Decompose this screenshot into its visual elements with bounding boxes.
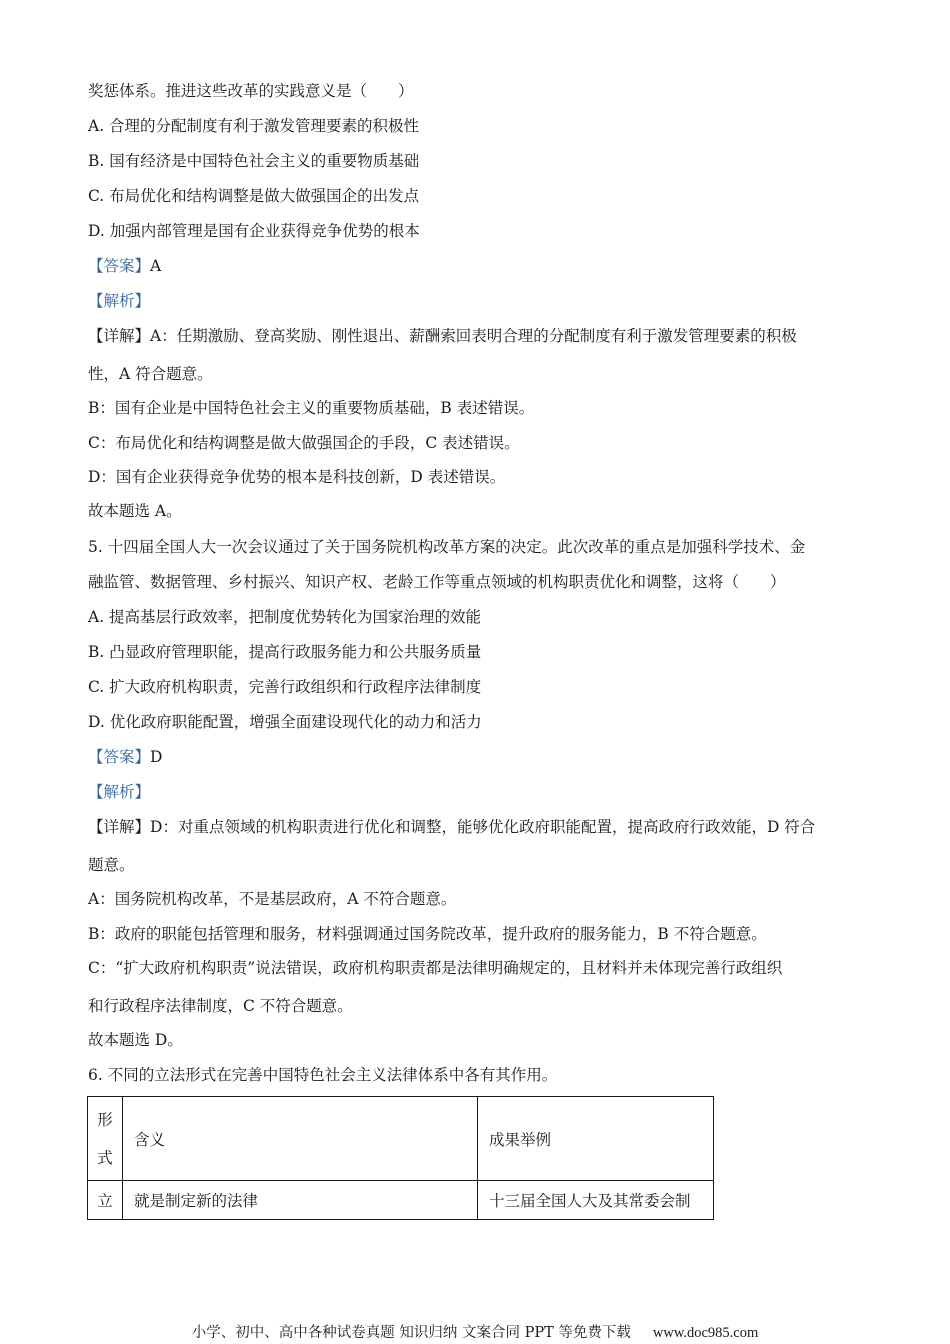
q5-stem-2: 融监管、数据管理、乡村振兴、知识产权、老龄工作等重点领域的机构职责优化和调整，这将（ ） [88, 573, 786, 591]
q5-detail-1a: D：对重点领域的机构职责进行优化和调整，能够优化政府职能配置，提高政府行政效能，D 符合 [150, 818, 816, 836]
q5-option-c: C. 扩大政府机构职责，完善行政组织和行政程序法律制度 [88, 678, 482, 696]
header-example: 成果举例 [478, 1097, 714, 1181]
q4-detail-1 [88, 325, 797, 347]
footer-url[interactable]: www.doc985.com [652, 1325, 759, 1341]
q5-detail-4a: C：“扩大政府机构职责”说法错误，政府机构职责都是法律明确规定的，且材料并未体现完善行政组织 [88, 959, 783, 977]
q4-option-c: C. 布局优化和结构调整是做大做强国企的出发点 [88, 187, 420, 205]
q5-detail-1 [88, 816, 815, 838]
q4-analysis-tag: 【解析】 [88, 292, 151, 310]
q5-detail-2: A：国务院机构改革，不是基层政府，A 不符合题意。 [88, 890, 457, 908]
q5-detail-4b: 和行政程序法律制度，C 不符合题意。 [88, 997, 353, 1015]
q4-detail-4: D：国有企业获得竞争优势的根本是科技创新，D 表述错误。 [88, 468, 506, 486]
q5-answer: D [150, 748, 163, 766]
q4-conclusion: 故本题选 A。 [88, 502, 182, 520]
answer-tag: 【答案】 [88, 257, 151, 275]
q5-detail-1b: 题意。 [88, 856, 135, 874]
q4-detail-1b: 性，A 符合题意。 [88, 365, 213, 383]
q5-conclusion: 故本题选 D。 [88, 1031, 183, 1049]
answer-tag: 【答案】 [88, 748, 151, 766]
q4-option-b: B. 国有经济是中国特色社会主义的重要物质基础 [88, 152, 420, 170]
q4-option-a: A. 合理的分配制度有利于激发管理要素的积极性 [88, 117, 420, 135]
q4-detail-2: B：国有企业是中国特色社会主义的重要物质基础，B 表述错误。 [88, 399, 535, 417]
table-header-row [88, 1097, 714, 1181]
row-example: 十三届全国人大及其常委会制 [478, 1181, 714, 1220]
q6-stem: 6. 不同的立法形式在完善中国特色社会主义法律体系中各有其作用。 [88, 1066, 558, 1084]
q5-answer-line [88, 746, 162, 768]
q4-stem-end: 奖惩体系。推进这些改革的实践意义是（ ） [88, 82, 414, 100]
detail-tag: 【详解】 [88, 818, 151, 836]
q4-option-d: D. 加强内部管理是国有企业获得竞争优势的根本 [88, 222, 420, 240]
header-form-char-2: 式 [97, 1148, 113, 1167]
q5-option-a: A. 提高基层行政效率，把制度优势转化为国家治理的效能 [88, 608, 482, 626]
q4-detail-3: C：布局优化和结构调整是做大做强国企的手段，C 表述错误。 [88, 434, 520, 452]
q5-detail-3: B：政府的职能包括管理和服务，材料强调通过国务院改革，提升政府的服务能力，B 不符合题意。 [88, 925, 767, 943]
page-footer [0, 1323, 950, 1343]
q5-stem-1: 5. 十四届全国人大一次会议通过了关于国务院机构改革方案的决定。此次改革的重点是加强科学技术、金 [88, 538, 806, 556]
q4-answer: A [150, 257, 162, 275]
header-form [88, 1097, 123, 1181]
row-meaning: 就是制定新的法律 [123, 1181, 478, 1220]
legislation-forms-table [87, 1096, 714, 1220]
header-form-char-1: 形 [97, 1110, 113, 1129]
footer-text: 小学、初中、高中各种试卷真题 知识归纳 文案合同 PPT 等免费下载 [191, 1325, 631, 1341]
table-row [88, 1181, 714, 1220]
detail-tag: 【详解】 [88, 327, 151, 345]
q4-detail-1a: A：任期激励、登高奖励、刚性退出、薪酬索回表明合理的分配制度有利于激发管理要素的积极 [150, 327, 797, 345]
q5-option-d: D. 优化政府职能配置，增强全面建设现代化的动力和活力 [88, 713, 482, 731]
q4-answer-line [88, 255, 161, 277]
q5-analysis-tag: 【解析】 [88, 783, 151, 801]
row-form: 立 [88, 1181, 123, 1220]
q5-option-b: B. 凸显政府管理职能，提高行政服务能力和公共服务质量 [88, 643, 482, 661]
header-meaning: 含义 [123, 1097, 478, 1181]
